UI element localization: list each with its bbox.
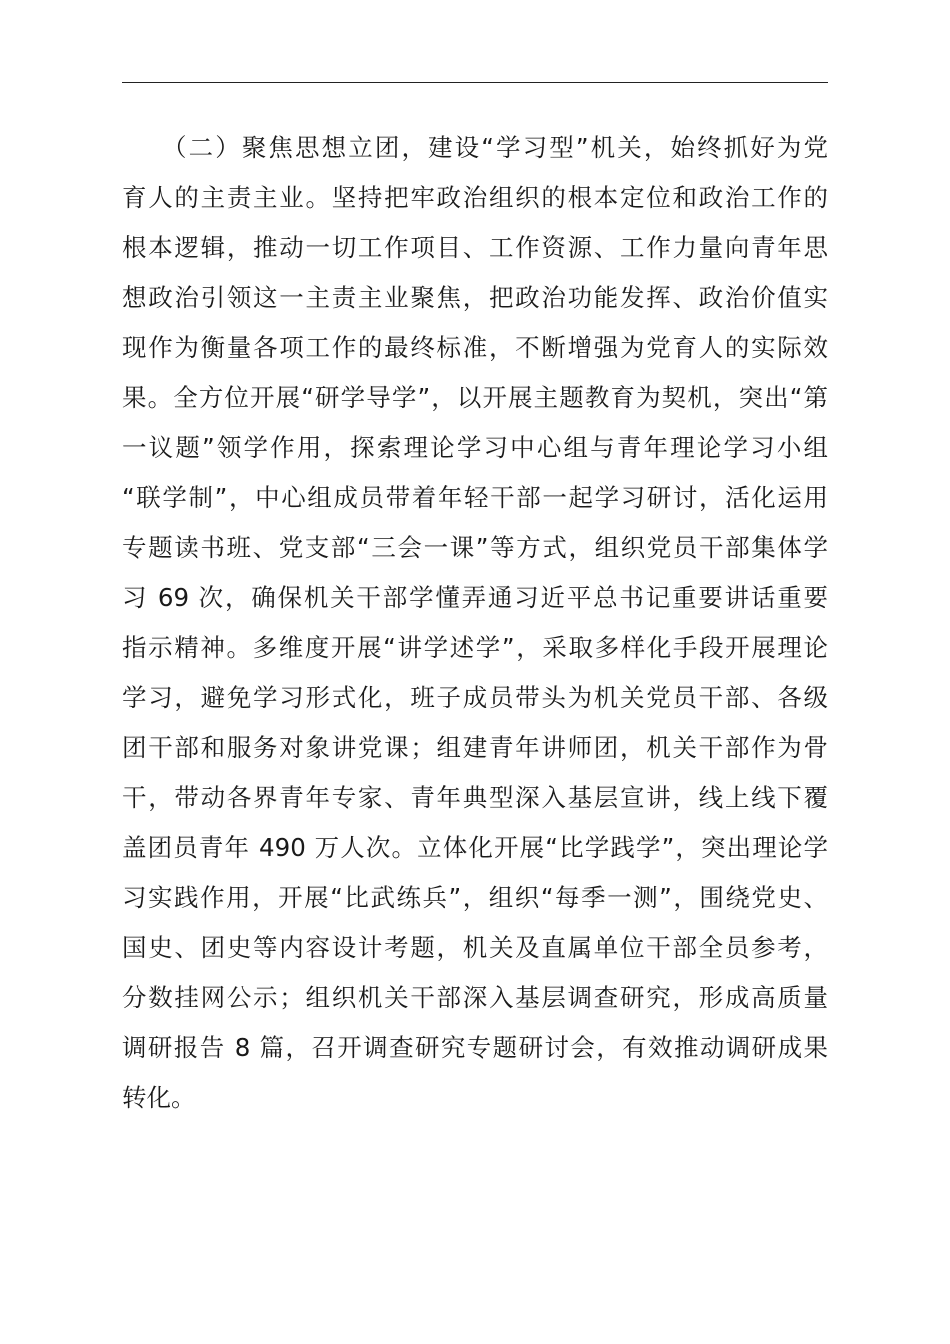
paragraph-line: 习实践作用，开展“比武练兵”，组织“每季一测”，围绕党史、: [122, 883, 828, 912]
paragraph-line: 一议题”领学作用，探索理论学习中心组与青年理论学习小组: [122, 433, 828, 462]
paragraph-line: 分数挂网公示；组织机关干部深入基层调查研究，形成高质量: [122, 983, 828, 1012]
paragraph-line: 果。全方位开展“研学导学”，以开展主题教育为契机，突出“第: [122, 383, 828, 412]
paragraph-line: 想政治引领这一主责主业聚焦，把政治功能发挥、政治价值实: [122, 283, 828, 312]
body-paragraph: [122, 123, 828, 1123]
paragraph-line: 盖团员青年 490 万人次。立体化开展“比学践学”，突出理论学: [122, 833, 828, 862]
paragraph-line: 专题读书班、党支部“三会一课”等方式，组织党员干部集体学: [122, 533, 828, 562]
paragraph-line: 现作为衡量各项工作的最终标准，不断增强为党育人的实际效: [122, 333, 828, 362]
paragraph-line: 国史、团史等内容设计考题，机关及直属单位干部全员参考，: [122, 933, 828, 962]
paragraph-line: 干，带动各界青年专家、青年典型深入基层宣讲，线上线下覆: [122, 783, 828, 812]
paragraph-line: 习 69 次，确保机关干部学懂弄通习近平总书记重要讲话重要: [122, 583, 828, 612]
paragraph-line: 指示精神。多维度开展“讲学述学”，采取多样化手段开展理论: [122, 633, 828, 662]
paragraph-line: 转化。: [122, 1083, 196, 1112]
paragraph-line: “联学制”，中心组成员带着年轻干部一起学习研讨，活化运用: [122, 483, 828, 512]
paragraph-line: （二）聚焦思想立团，建设“学习型”机关，始终抓好为党: [162, 133, 828, 162]
paragraph-line: 根本逻辑，推动一切工作项目、工作资源、工作力量向青年思: [122, 233, 828, 262]
paragraph-line: 团干部和服务对象讲党课；组建青年讲师团，机关干部作为骨: [122, 733, 828, 762]
paragraph-line: 调研报告 8 篇，召开调查研究专题研讨会，有效推动调研成果: [122, 1033, 828, 1062]
paragraph-line: 育人的主责主业。坚持把牢政治组织的根本定位和政治工作的: [122, 183, 828, 212]
paragraph-line: 学习，避免学习形式化，班子成员带头为机关党员干部、各级: [122, 683, 828, 712]
header-rule: [122, 82, 828, 83]
